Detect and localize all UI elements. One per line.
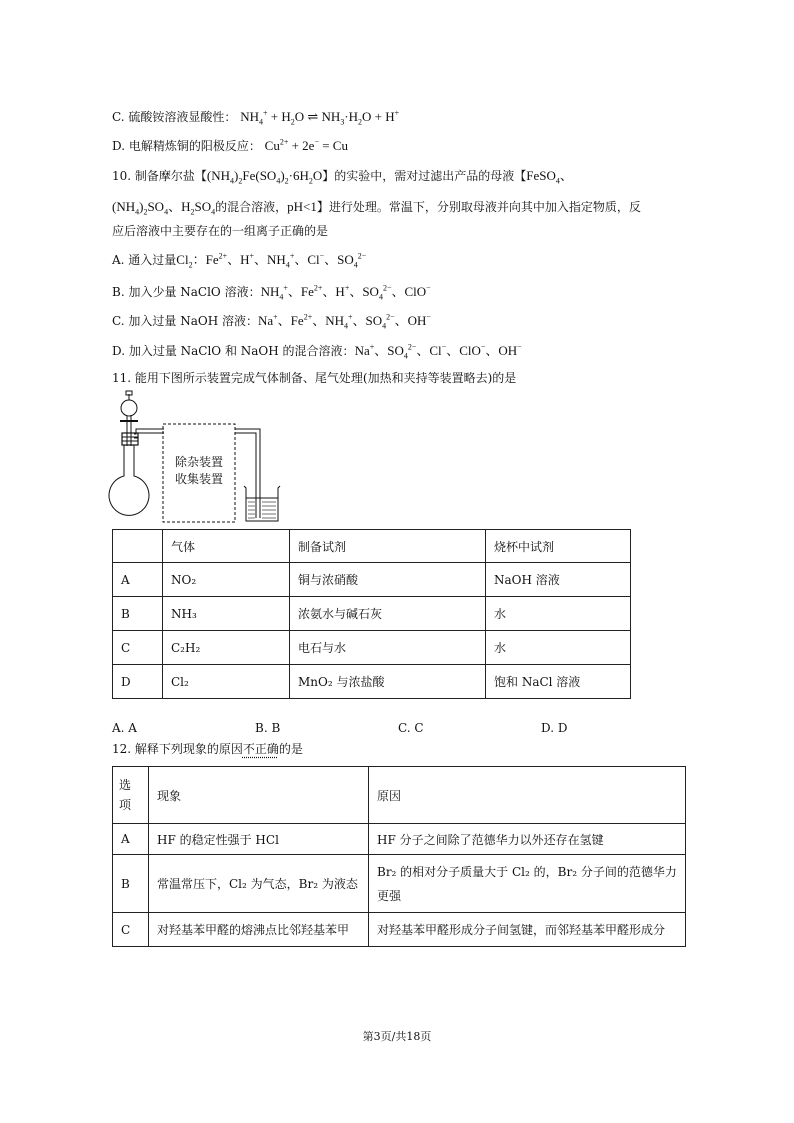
q10-text-1: 10. 制备摩尔盐【 bbox=[112, 169, 207, 183]
funnel-bulb bbox=[121, 400, 137, 416]
q11-header-reagent: 制备试剂 bbox=[290, 530, 486, 563]
q11-options bbox=[112, 721, 672, 737]
q10-option-c bbox=[112, 312, 431, 330]
tail-gas-tube bbox=[235, 429, 260, 518]
table-cell: 常温常压下，Cl₂ 为气态，Br₂ 为液态 bbox=[149, 855, 369, 913]
q12-header-reason: 原因 bbox=[369, 767, 686, 824]
formula-nh4-2-so4: $(NH_4)_2SO_4$、$H_2SO_4$ bbox=[112, 199, 216, 217]
q11-option-b[interactable]: B. B bbox=[255, 721, 281, 735]
table-cell: Cl₂ bbox=[163, 665, 290, 699]
table-row bbox=[113, 597, 631, 631]
q10-line3: 应后溶液中主要存在的一组离子正确的是 bbox=[112, 224, 329, 238]
q11-header-beaker: 烧杯中试剂 bbox=[486, 530, 631, 563]
page-footer: 第3页/共18页 bbox=[362, 1030, 432, 1043]
q11-stem: 11. 能用下图所示装置完成气体制备、尾气处理(加热和夹持等装置略去)的是 bbox=[112, 371, 517, 385]
apparatus-diagram bbox=[100, 388, 300, 528]
table-cell: HF 的稳定性强于 HCl bbox=[149, 824, 369, 855]
table-row bbox=[113, 913, 686, 947]
q11-header-option bbox=[113, 530, 163, 563]
formula-feso4: FeSO$_4$、 bbox=[526, 168, 573, 186]
q10-text-4: 】进行处理。常温下，分别取母液并向其中加入指定物质，反 bbox=[316, 200, 641, 214]
q10-option-d bbox=[112, 342, 522, 360]
round-bottom-flask bbox=[109, 445, 149, 515]
q11-option-c[interactable]: C. C bbox=[398, 721, 424, 735]
q10-line2 bbox=[112, 198, 641, 216]
option-d-prefix: D. 电解精炼铜的阳极反应： bbox=[112, 139, 261, 153]
table-cell: C bbox=[113, 631, 163, 665]
q10-text-2: 】的实验中，需对过滤出产品的母液【 bbox=[322, 169, 527, 183]
table-cell: B bbox=[113, 855, 149, 913]
q11-table bbox=[112, 529, 631, 699]
table-cell: A bbox=[113, 824, 149, 855]
q10-option-c-ions: Na+、$Fe^{2+}$、$NH_4^+$、$SO_4^{2-}$、OH− bbox=[257, 312, 431, 331]
equation-ammonium-hydrolysis: $NH_4^+ + H_2O$ ⇌ $NH_3\cdot H_2O + H^+$ bbox=[240, 108, 400, 127]
table-cell: MnO₂ 与浓盐酸 bbox=[290, 665, 486, 699]
table-cell: NO₂ bbox=[163, 563, 290, 597]
table-cell: NH₃ bbox=[163, 597, 290, 631]
q12-table-header bbox=[113, 767, 686, 824]
table-row bbox=[113, 563, 631, 597]
q12-stem bbox=[112, 740, 303, 758]
q10-option-c-label: C. 加入过量 NaOH 溶液： bbox=[112, 314, 258, 328]
option-c-line bbox=[112, 108, 399, 126]
table-cell: C₂H₂ bbox=[163, 631, 290, 665]
q11-option-a[interactable]: A. A bbox=[112, 721, 137, 735]
equation-anode-reaction: $Cu^{2+} + 2e^- = Cu$ bbox=[264, 137, 348, 153]
table-row bbox=[113, 631, 631, 665]
q10-text-3: 的混合溶液， bbox=[215, 200, 288, 214]
table-cell: 对羟基苯甲醛形成分子间氢键，而邻羟基苯甲醛形成分 bbox=[369, 913, 686, 947]
table-cell: NaOH 溶液 bbox=[486, 563, 631, 597]
table-cell: B bbox=[113, 597, 163, 631]
table-cell: 铜与浓硝酸 bbox=[290, 563, 486, 597]
q10-option-b-label: B. 加入少量 NaClO 溶液： bbox=[112, 285, 261, 299]
table-row bbox=[113, 855, 686, 913]
q10-option-d-label: D. 加入过量 NaClO 和 NaOH 的混合溶液： bbox=[112, 344, 355, 358]
formula-ph: pH<1 bbox=[287, 199, 317, 214]
table-cell: D bbox=[113, 665, 163, 699]
formula-mohr-salt: $(NH_4)_2Fe(SO_4)_2\cdot 6H_2O$ bbox=[206, 168, 323, 186]
q12-header-option: 选项 bbox=[113, 767, 149, 824]
option-c-prefix: C. 硫酸铵溶液显酸性： bbox=[112, 110, 237, 124]
q11-option-d[interactable]: D. D bbox=[541, 721, 568, 735]
table-cell: 水 bbox=[486, 597, 631, 631]
table-cell: 电石与水 bbox=[290, 631, 486, 665]
option-d-line bbox=[112, 137, 348, 155]
box-label-2: 收集装置 bbox=[174, 472, 224, 486]
table-cell: Br₂ 的相对分子质量大于 Cl₂ 的，Br₂ 分子间的范德华力更强 bbox=[369, 855, 686, 913]
q10-option-b-ions: $NH_4^+$、$Fe^{2+}$、H+、$SO_4^{2-}$、ClO− bbox=[260, 283, 431, 302]
q10-line1 bbox=[112, 167, 573, 185]
q10-option-a-ions: $Cl_2$：$Fe^{2+}$、H+、$NH_4^+$、Cl−、$SO_4^{2-}$ bbox=[176, 251, 367, 270]
table-row bbox=[113, 665, 631, 699]
table-cell: 浓氨水与碱石灰 bbox=[290, 597, 486, 631]
box-label-1: 除杂装置 bbox=[174, 455, 224, 469]
q11-table-header bbox=[113, 530, 631, 563]
table-cell: HF 分子之间除了范德华力以外还存在氢键 bbox=[369, 824, 686, 855]
q10-option-a-label: A. 通入过量 bbox=[112, 253, 177, 267]
q11-header-gas: 气体 bbox=[163, 530, 290, 563]
table-cell: C bbox=[113, 913, 149, 947]
q12-stem-emphasis: 不正确 bbox=[242, 742, 279, 756]
outlet-tube bbox=[134, 429, 164, 438]
q12-header-phenomenon: 现象 bbox=[149, 767, 369, 824]
q10-option-a bbox=[112, 251, 366, 269]
beaker bbox=[244, 486, 280, 521]
q12-stem-suffix: 的是 bbox=[278, 742, 303, 756]
table-cell: 水 bbox=[486, 631, 631, 665]
table-cell: 饱和 NaCl 溶液 bbox=[486, 665, 631, 699]
table-row bbox=[113, 824, 686, 855]
q12-table bbox=[112, 766, 686, 947]
flask-stopper bbox=[122, 433, 138, 445]
q10-option-b bbox=[112, 283, 431, 301]
table-cell: A bbox=[113, 563, 163, 597]
table-cell: 对羟基苯甲醛的熔沸点比邻羟基苯甲 bbox=[149, 913, 369, 947]
q10-option-d-ions: Na+、$SO_4^{2-}$、Cl−、ClO−、OH− bbox=[354, 342, 522, 361]
q12-stem-prefix: 12. 解释下列现象的原因 bbox=[112, 742, 243, 756]
